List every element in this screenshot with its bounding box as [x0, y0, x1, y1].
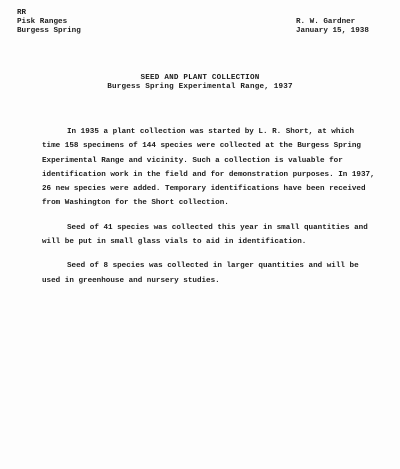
body-text [17, 125, 383, 298]
paragraph-plant-collection [17, 125, 383, 211]
header-left-block [17, 9, 187, 36]
paragraph-seed-small [17, 221, 383, 250]
paragraph-line: Experimental Range and vicinity. Such a collection is valuable for [42, 156, 343, 165]
paragraph-line: Seed of 8 species was collected in larger quantities and will be [67, 262, 359, 271]
header-location: Burgess Spring [17, 27, 81, 35]
header-date: January 15, 1938 [296, 27, 369, 35]
title-block [0, 74, 400, 92]
header-file-code: RR [17, 9, 27, 17]
header-right-block [296, 18, 396, 36]
paragraph-line: will be put in small glass vials to aid in identification. [42, 238, 307, 247]
paragraph-line: In 1935 a plant collection was started by L. R. Short, at which [67, 128, 355, 136]
paragraph-line: 26 new species were added. Temporary identifications have been received [42, 185, 366, 194]
paragraph-line: Seed of 41 species was collected this year in small quantities and [67, 223, 368, 232]
document-subtitle: Burgess Spring Experimental Range, 1937 [107, 83, 293, 91]
paragraph-line: time 158 specimens of 144 species were collected at the Burgess Spring [42, 142, 361, 151]
paragraph-seed-large [17, 259, 383, 288]
header-ranges: Pisk Ranges [17, 18, 68, 26]
paragraph-line: identification work in the field and for demonstration purposes. In 1937, [42, 170, 375, 179]
paragraph-line: from Washington for the Short collection. [42, 199, 229, 208]
document-title: SEED AND PLANT COLLECTION [140, 74, 260, 82]
paragraph-line: used in greenhouse and nursery studies. [42, 276, 220, 285]
header-author: R. W. Gardner [296, 18, 356, 26]
